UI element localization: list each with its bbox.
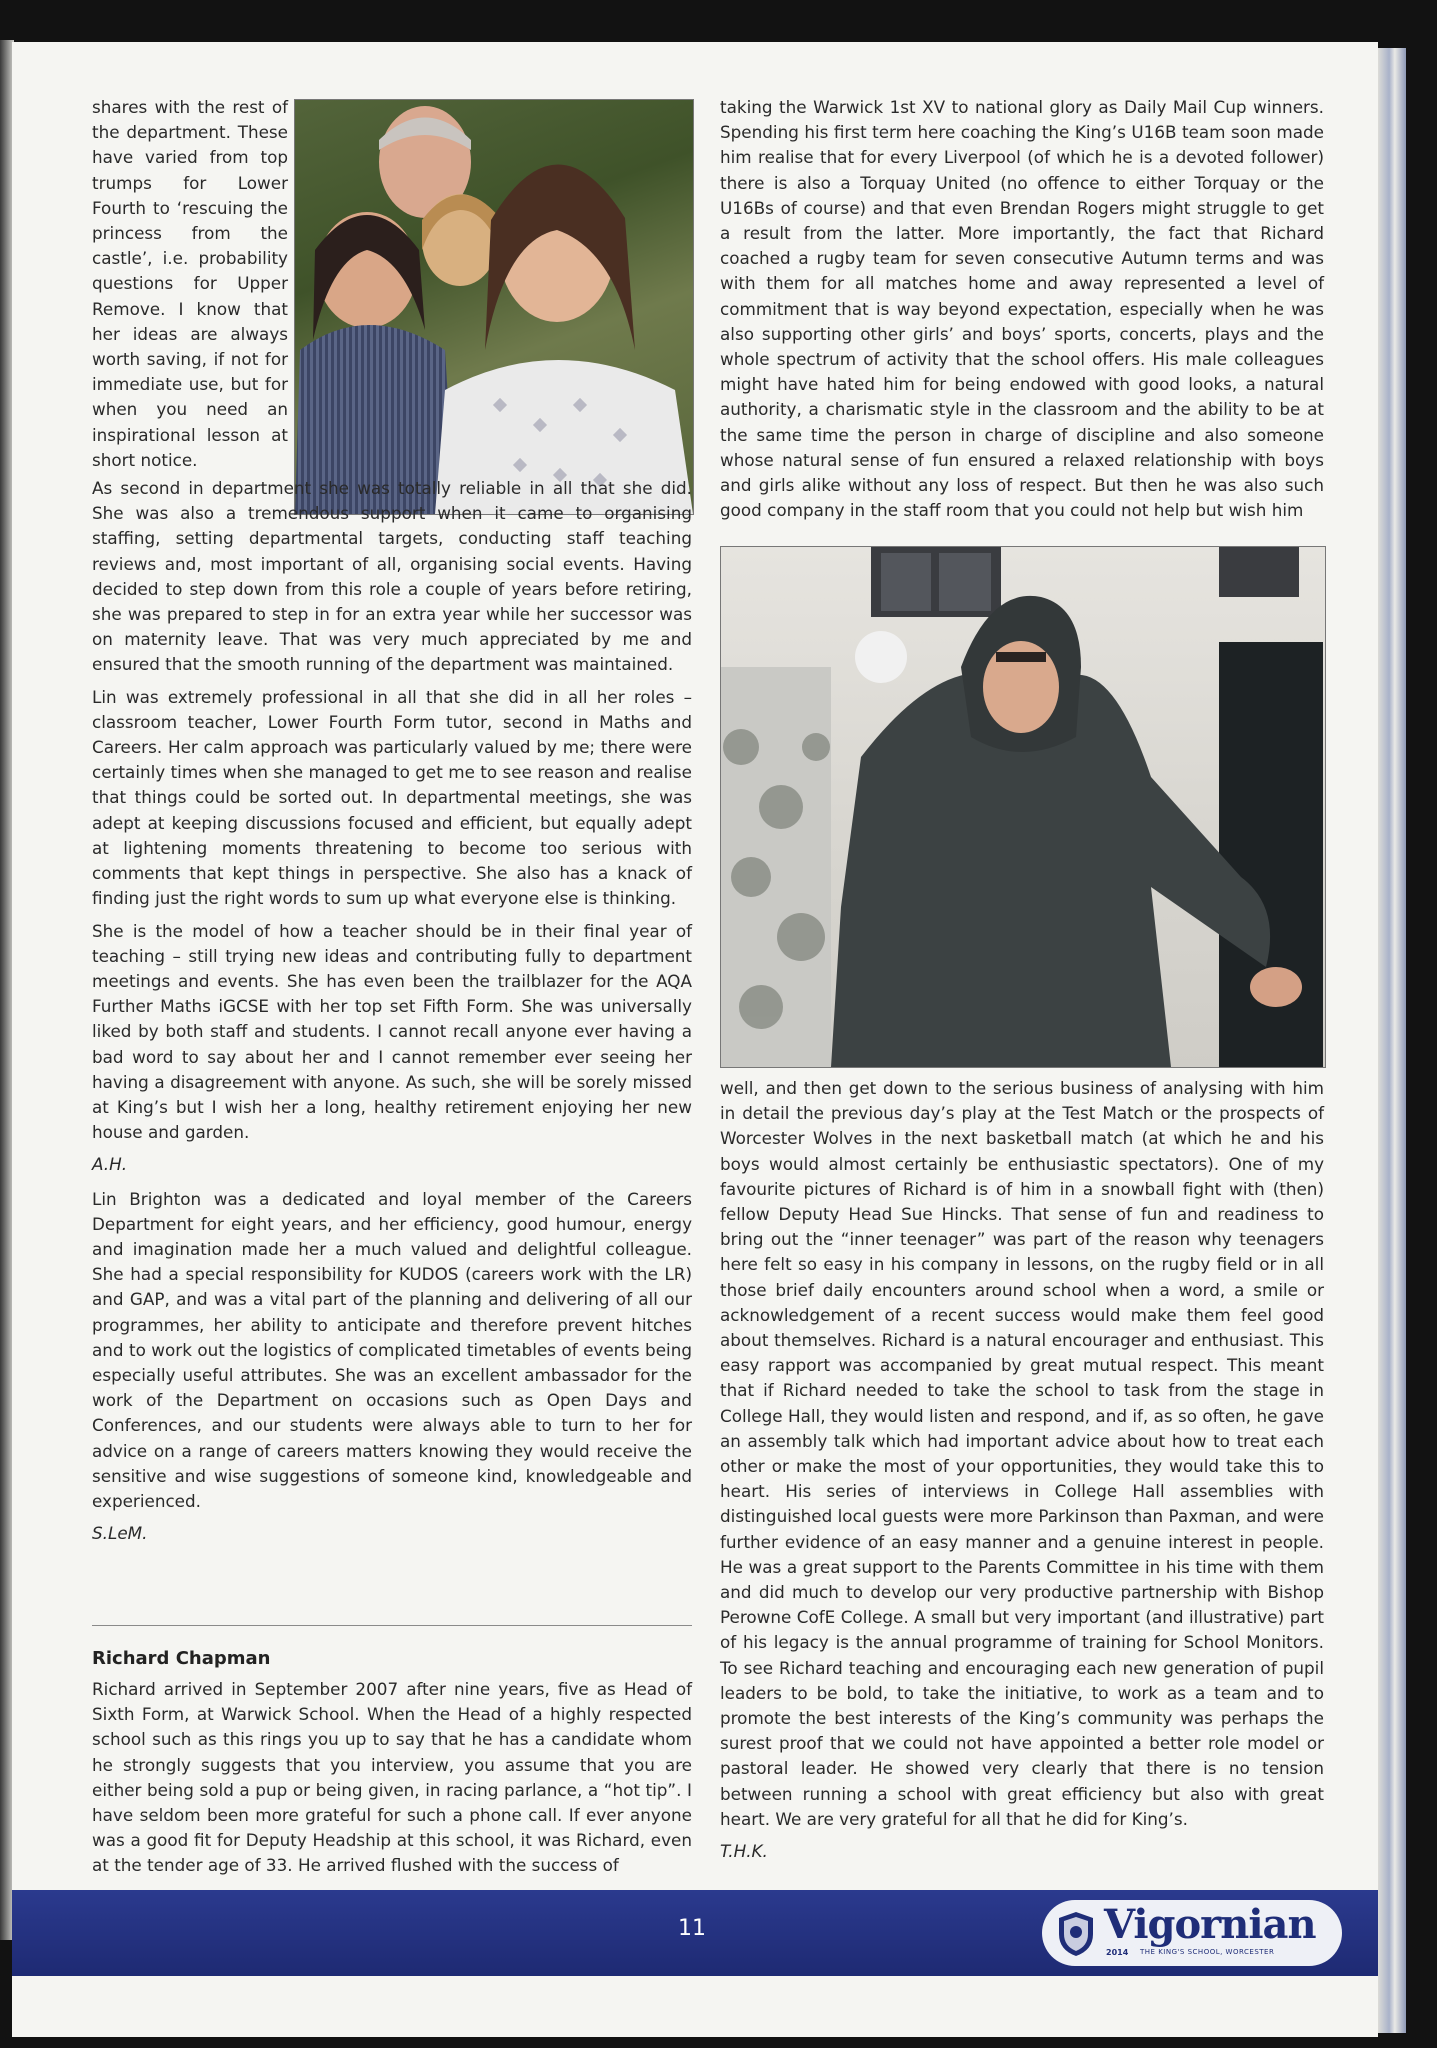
signature-initials: T.H.K. [720, 1841, 768, 1862]
paragraph: taking the Warwick 1st XV to national glory as Daily Mail Cup winners. Spending his first term here coaching the King’s U16B team soon made him realise that for every Liverpool (of which he is a devoted follower) there is also a Torquay United (no offence to either Torquay or the U16Bs of course) and that even Brendan Rogers might struggle to get a result from the latter. More importantly, the fact that Richard coached a rugby team for seven consecutive Autumn terms and was with them for all matches home and away represented a level of commitment that is way beyond expectation, especially when he was also supporting other girls’ and boys’ sports, concerts, plays and the whole spectrum of activity that the school offers. His male colleagues might have hated him for being endowed with good looks, a natural authority, a charismatic style in the classroom and the ability to be at the same time the person in charge of discipline and also someone whose natural sense of fun ensured a relaxed relationship with boys and girls alike without any loss of respect. But then he was also such good company in the staff room that you could not help but wish him [720, 97, 1324, 521]
left-column [92, 95, 692, 1555]
intro-wrap-text: shares with the rest of the department. These have varied from top trumps for Lower Fourth to ‘rescuing the princess from the castle’, i.e. probability questions for Upper Remove. I know that her ideas are always worth saving, if not for immediate use, but for when you need an inspirational lesson at short notice. [92, 97, 288, 470]
paragraph: As second in department she was totally reliable in all that she did. She was also a tremendous support when it came to organising staffing, setting departmental targets, conducting staff teaching reviews and, most important of all, organising social events. Having decided to step down from this role a couple of years before retiring, she was prepared to step in for an extra year while her successor was on maternity leave. That was very much appreciated by me and ensured that the smooth running of the department was maintained. [92, 478, 692, 675]
right-column-lower [720, 1076, 1324, 1873]
paragraph: Lin was extremely professional in all that she did in all her roles – classroom teacher, Lower Fourth Form tutor, second in Maths and Careers. Her calm approach was particularly valued by me; there were certainly times when she managed to get me to see reason and realise that things could be sorted out. In departmental meetings, she was adept at keeping discussions focused and efficient, but equally adept at lightening moments threatening to become too serious with comments that kept things in perspective. She also has a knack of finding just the right words to sum up what everyone else is thinking. [92, 686, 692, 909]
magazine-page [12, 42, 1378, 2037]
paragraph: Lin Brighton was a dedicated and loyal member of the Careers Department for eight years, and her efficiency, good humour, energy and imagination made her a much valued and delightful colleague. She had a special responsibility for KUDOS (careers work with the LR) and GAP, and was a vital part of the planning and delivering of all our programmes, her ability to anticipate and therefore prevent hitches and to work out the logistics of complicated timetables of events being especially useful attributes. She was an excellent ambassador for the work of the Department on occasions such as Open Days and Conferences, and our students were always able to turn to her for advice on a range of careers matters knowing they would receive the sensitive and wise suggestions of someone kind, knowledgeable and experienced. [92, 1188, 692, 1511]
school-crest-icon [1056, 1910, 1096, 1958]
section-divider [92, 1625, 692, 1626]
snowball-photo [720, 546, 1326, 1068]
brand-year: 2014 [1106, 1948, 1129, 1957]
right-column [720, 95, 1324, 530]
left-column-lower [92, 1677, 692, 1886]
section-heading: Richard Chapman [92, 1648, 271, 1669]
signature-initials: S.LeM. [92, 1523, 148, 1544]
paragraph: well, and then get down to the serious business of analysing with him in detail the previous day’s play at the Test Match or the prospects of Worcester Wolves in the next basketball match (at which he and his boys would almost certainly be enthusiastic spectators). One of my favourite pictures of Richard is of him in a snowball fight with (then) fellow Deputy Head Sue Hincks. That sense of fun and readiness to bring out the “inner teenager” was part of the reason why teenagers here felt so easy in his company in lessons, on the rugby field or in all those brief daily encounters around school when a word, a smile or acknowledgement of a recent success would make them feel good about themselves. Richard is a natural encourager and enthusiast. This easy rapport was accompanied by great mutual respect. This meant that if Richard needed to take the school to task from the stage in College Hall, they would listen and respond, and if, as so often, he gave an assembly talk which had important advice about how to treat each other or make the most of your opportunities, they would take this to heart. His series of interviews in College Hall assemblies with distinguished local guests were more Parkinson than Paxman, and were further evidence of an easy manner and a genuine interest in people. He was a great support to the Parents Committee in his time with them and did much to develop our very productive partnership with Bishop Perowne CofE College. A small but very important (and illustrative) part of his legacy is the annual programme of training for School Monitors. To see Richard teaching and encouraging each new generation of pupil leaders to be bold, to take the initiative, to work as a team and to promote the best interests of the King’s community was perhaps the surest proof that we could not have appointed a better role model or pastoral leader. He showed very clearly that there is no tension between running a school with great efficiency but also with great heart. We are very grateful for all that he did for King’s. [720, 1078, 1324, 1829]
brand-name: Vigornian [1104, 1901, 1316, 1948]
snowball-photo-drawing [721, 547, 1325, 1067]
brand-school: THE KING'S SCHOOL, WORCESTER [1140, 1948, 1275, 1956]
page-number: 11 [678, 1916, 706, 1941]
page-stack-edge [1378, 48, 1406, 2033]
signature-initials: A.H. [92, 1154, 128, 1175]
paragraph: Richard arrived in September 2007 after nine years, five as Head of Sixth Form, at Warwick School. When the Head of a highly respected school such as this rings you up to say that he has a candidate whom he strongly suggests that you interview, you assume that you are either being sold a pup or being given, in racing parlance, a “hot tip”. I have seldom been more grateful for such a phone call. If ever anyone was a good fit for Deputy Headship at this school, it was Richard, even at the tender age of 33. He arrived flushed with the success of [92, 1679, 692, 1876]
paragraph: She is the model of how a teacher should be in their final year of teaching – still trying new ideas and contributing fully to department meetings and events. She has even been the trailblazer for the AQA Further Maths iGCSE with her top set Fifth Form. She was universally liked by both staff and students. I cannot recall anyone ever having a bad word to say about her and I cannot remember ever seeing her having a disagreement with anyone. As such, she will be sorely missed at King’s but I wish her a long, healthy retirement enjoying her new house and garden. [92, 920, 692, 1143]
